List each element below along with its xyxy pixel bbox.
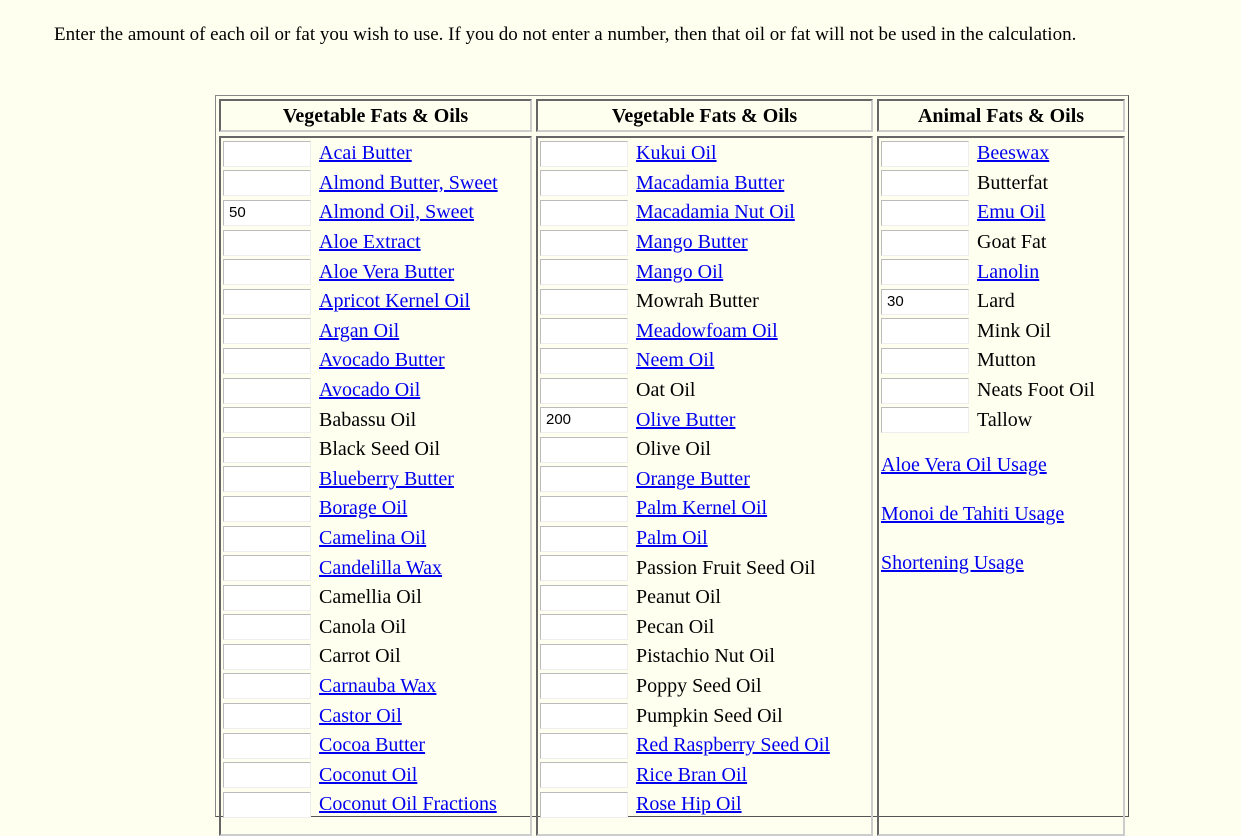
neem-oil-amount-input[interactable] <box>540 348 628 374</box>
palm-oil-link[interactable]: Palm Oil <box>636 527 708 550</box>
mango-oil-link[interactable]: Mango Oil <box>636 260 724 283</box>
shortening-usage-link[interactable]: Shortening Usage <box>881 551 1024 574</box>
avocado-oil-amount-input[interactable] <box>223 378 311 404</box>
babassu-oil-amount-input[interactable] <box>223 407 311 433</box>
oil-row-babassu-oil <box>221 405 530 435</box>
red-raspberry-seed-oil-link[interactable]: Red Raspberry Seed Oil <box>636 734 830 757</box>
oil-row-peanut-oil <box>538 583 871 613</box>
mink-oil-amount-input[interactable] <box>881 318 969 344</box>
mango-butter-amount-input[interactable] <box>540 230 628 256</box>
oil-row-beeswax <box>879 139 1123 169</box>
macadamia-butter-amount-input[interactable] <box>540 170 628 196</box>
black-seed-oil-amount-input[interactable] <box>223 437 311 463</box>
oil-row-olive-butter <box>538 405 871 435</box>
oils-table <box>215 95 1129 817</box>
kukui-oil-amount-input[interactable] <box>540 141 628 167</box>
apricot-kernel-oil-amount-input[interactable] <box>223 289 311 315</box>
blueberry-butter-amount-input[interactable] <box>223 466 311 492</box>
goat-fat-label: Goat Fat <box>977 231 1047 254</box>
acai-butter-link[interactable]: Acai Butter <box>319 142 412 165</box>
avocado-butter-link[interactable]: Avocado Butter <box>319 349 445 372</box>
oil-row-kukui-oil <box>538 139 871 169</box>
olive-oil-label: Olive Oil <box>636 438 711 461</box>
oil-row-borage-oil <box>221 494 530 524</box>
oil-row-palm-oil <box>538 524 871 554</box>
castor-oil-link[interactable]: Castor Oil <box>319 704 402 727</box>
meadowfoam-oil-link[interactable]: Meadowfoam Oil <box>636 319 778 342</box>
rose-hip-oil-amount-input[interactable] <box>540 792 628 818</box>
column-body <box>219 136 532 836</box>
mango-oil-amount-input[interactable] <box>540 259 628 285</box>
oil-row-emu-oil <box>879 198 1123 228</box>
poppy-seed-oil-label: Poppy Seed Oil <box>636 674 762 697</box>
oil-row-acai-butter <box>221 139 530 169</box>
castor-oil-amount-input[interactable] <box>223 703 311 729</box>
oil-row-macadamia-butter <box>538 169 871 199</box>
carnauba-wax-amount-input[interactable] <box>223 673 311 699</box>
tallow-label: Tallow <box>977 408 1033 431</box>
monoi-de-tahiti-usage-link[interactable]: Monoi de Tahiti Usage <box>881 502 1065 525</box>
column-header: Vegetable Fats & Oils <box>536 99 873 132</box>
oil-row-macadamia-nut-oil <box>538 198 871 228</box>
mutton-amount-input[interactable] <box>881 348 969 374</box>
passion-fruit-seed-oil-label: Passion Fruit Seed Oil <box>636 556 816 579</box>
oil-row-mango-oil <box>538 257 871 287</box>
oil-row-cocoa-butter <box>221 731 530 761</box>
oil-row-coconut-oil <box>221 760 530 790</box>
macadamia-butter-link[interactable]: Macadamia Butter <box>636 171 785 194</box>
oil-row-tallow <box>879 405 1123 435</box>
rose-hip-oil-link[interactable]: Rose Hip Oil <box>636 793 742 816</box>
oat-oil-label: Oat Oil <box>636 379 696 402</box>
coconut-oil-fractions-amount-input[interactable] <box>223 792 311 818</box>
oil-row-aloe-extract <box>221 228 530 258</box>
oil-row-lard <box>879 287 1123 317</box>
oil-row-mango-butter <box>538 228 871 258</box>
argan-oil-amount-input[interactable] <box>223 318 311 344</box>
aloe-extract-amount-input[interactable] <box>223 230 311 256</box>
pumpkin-seed-oil-amount-input[interactable] <box>540 703 628 729</box>
palm-kernel-oil-link[interactable]: Palm Kernel Oil <box>636 497 768 520</box>
candelilla-wax-link[interactable]: Candelilla Wax <box>319 556 442 579</box>
oil-row-camellia-oil <box>221 583 530 613</box>
oil-row-black-seed-oil <box>221 435 530 465</box>
peanut-oil-label: Peanut Oil <box>636 586 721 609</box>
beeswax-amount-input[interactable] <box>881 141 969 167</box>
oil-row-mutton <box>879 346 1123 376</box>
lanolin-link[interactable]: Lanolin <box>977 260 1040 283</box>
oil-row-rose-hip-oil <box>538 790 871 820</box>
almond-butter-sweet-amount-input[interactable] <box>223 170 311 196</box>
candelilla-wax-amount-input[interactable] <box>223 555 311 581</box>
macadamia-nut-oil-link[interactable]: Macadamia Nut Oil <box>636 201 795 224</box>
butterfat-label: Butterfat <box>977 171 1049 194</box>
aloe-vera-butter-amount-input[interactable] <box>223 259 311 285</box>
oil-row-apricot-kernel-oil <box>221 287 530 317</box>
oil-row-neats-foot-oil <box>879 376 1123 406</box>
column-body <box>877 136 1125 836</box>
oil-row-camelina-oil <box>221 524 530 554</box>
borage-oil-amount-input[interactable] <box>223 496 311 522</box>
coconut-oil-fractions-link[interactable]: Coconut Oil Fractions <box>319 793 497 816</box>
camelina-oil-amount-input[interactable] <box>223 526 311 552</box>
kukui-oil-link[interactable]: Kukui Oil <box>636 142 717 165</box>
oil-row-pecan-oil <box>538 613 871 643</box>
canola-oil-amount-input[interactable] <box>223 614 311 640</box>
almond-oil-sweet-link[interactable]: Almond Oil, Sweet <box>319 201 474 224</box>
meadowfoam-oil-amount-input[interactable] <box>540 318 628 344</box>
oil-row-olive-oil <box>538 435 871 465</box>
mango-butter-link[interactable]: Mango Butter <box>636 231 748 254</box>
animal-fats-column <box>877 99 1125 836</box>
oil-row-candelilla-wax <box>221 553 530 583</box>
oil-row-red-raspberry-seed-oil <box>538 731 871 761</box>
oil-row-almond-oil-sweet <box>221 198 530 228</box>
lanolin-amount-input[interactable] <box>881 259 969 285</box>
oil-row-coconut-oil-fractions <box>221 790 530 820</box>
cocoa-butter-link[interactable]: Cocoa Butter <box>319 734 426 757</box>
emu-oil-link[interactable]: Emu Oil <box>977 201 1046 224</box>
rice-bran-oil-link[interactable]: Rice Bran Oil <box>636 763 748 786</box>
column-header: Animal Fats & Oils <box>877 99 1125 132</box>
tallow-amount-input[interactable] <box>881 407 969 433</box>
acai-butter-amount-input[interactable] <box>223 141 311 167</box>
oil-row-avocado-oil <box>221 376 530 406</box>
argan-oil-link[interactable]: Argan Oil <box>319 319 400 342</box>
oil-row-castor-oil <box>221 701 530 731</box>
olive-butter-link[interactable]: Olive Butter <box>636 408 736 431</box>
lard-label: Lard <box>977 290 1015 313</box>
oil-row-avocado-butter <box>221 346 530 376</box>
oil-row-pumpkin-seed-oil <box>538 701 871 731</box>
blueberry-butter-link[interactable]: Blueberry Butter <box>319 467 454 490</box>
orange-butter-amount-input[interactable] <box>540 466 628 492</box>
olive-butter-amount-input[interactable]: 200 <box>540 407 628 433</box>
almond-butter-sweet-link[interactable]: Almond Butter, Sweet <box>319 171 498 194</box>
oil-row-canola-oil <box>221 613 530 643</box>
oil-row-oat-oil <box>538 376 871 406</box>
rice-bran-oil-amount-input[interactable] <box>540 762 628 788</box>
palm-kernel-oil-amount-input[interactable] <box>540 496 628 522</box>
orange-butter-link[interactable]: Orange Butter <box>636 467 750 490</box>
black-seed-oil-label: Black Seed Oil <box>319 438 441 461</box>
oil-row-passion-fruit-seed-oil <box>538 553 871 583</box>
aloe-vera-butter-link[interactable]: Aloe Vera Butter <box>319 260 455 283</box>
neem-oil-link[interactable]: Neem Oil <box>636 349 715 372</box>
oil-row-aloe-vera-butter <box>221 257 530 287</box>
neats-foot-oil-amount-input[interactable] <box>881 378 969 404</box>
camelina-oil-link[interactable]: Camelina Oil <box>319 527 427 550</box>
goat-fat-amount-input[interactable] <box>881 230 969 256</box>
vegetable-oils-column-1 <box>219 99 532 836</box>
poppy-seed-oil-amount-input[interactable] <box>540 673 628 699</box>
aloe-extract-link[interactable]: Aloe Extract <box>319 231 421 254</box>
babassu-oil-label: Babassu Oil <box>319 408 417 431</box>
oil-row-blueberry-butter <box>221 465 530 495</box>
pistachio-nut-oil-amount-input[interactable] <box>540 644 628 670</box>
oil-row-mink-oil <box>879 317 1123 347</box>
avocado-oil-link[interactable]: Avocado Oil <box>319 379 421 402</box>
canola-oil-label: Canola Oil <box>319 615 407 638</box>
pecan-oil-amount-input[interactable] <box>540 614 628 640</box>
mowrah-butter-label: Mowrah Butter <box>636 290 759 313</box>
oil-row-pistachio-nut-oil <box>538 642 871 672</box>
mutton-label: Mutton <box>977 349 1036 372</box>
coconut-oil-amount-input[interactable] <box>223 762 311 788</box>
instructions-text: Enter the amount of each oil or fat you wish to use. If you do not enter a number, then that oil or fat will not be used in the calculation. <box>54 24 1077 45</box>
oil-row-poppy-seed-oil <box>538 672 871 702</box>
oil-row-meadowfoam-oil <box>538 317 871 347</box>
oil-row-rice-bran-oil <box>538 760 871 790</box>
oil-row-neem-oil <box>538 346 871 376</box>
oil-row-almond-butter-sweet <box>221 169 530 199</box>
lard-amount-input[interactable]: 30 <box>881 289 969 315</box>
carnauba-wax-link[interactable]: Carnauba Wax <box>319 674 437 697</box>
neats-foot-oil-label: Neats Foot Oil <box>977 379 1095 402</box>
camellia-oil-amount-input[interactable] <box>223 585 311 611</box>
emu-oil-amount-input[interactable] <box>881 200 969 226</box>
pecan-oil-label: Pecan Oil <box>636 615 715 638</box>
olive-oil-amount-input[interactable] <box>540 437 628 463</box>
oat-oil-amount-input[interactable] <box>540 378 628 404</box>
butterfat-amount-input[interactable] <box>881 170 969 196</box>
aloe-vera-oil-usage-link[interactable]: Aloe Vera Oil Usage <box>881 453 1047 476</box>
apricot-kernel-oil-link[interactable]: Apricot Kernel Oil <box>319 290 471 313</box>
pistachio-nut-oil-label: Pistachio Nut Oil <box>636 645 775 668</box>
oil-row-butterfat <box>879 169 1123 199</box>
macadamia-nut-oil-amount-input[interactable] <box>540 200 628 226</box>
column-header: Vegetable Fats & Oils <box>219 99 532 132</box>
borage-oil-link[interactable]: Borage Oil <box>319 497 408 520</box>
vegetable-oils-column-2 <box>536 99 873 836</box>
red-raspberry-seed-oil-amount-input[interactable] <box>540 733 628 759</box>
coconut-oil-link[interactable]: Coconut Oil <box>319 763 418 786</box>
passion-fruit-seed-oil-amount-input[interactable] <box>540 555 628 581</box>
mink-oil-label: Mink Oil <box>977 319 1051 342</box>
cocoa-butter-amount-input[interactable] <box>223 733 311 759</box>
beeswax-link[interactable]: Beeswax <box>977 142 1050 165</box>
column-body <box>536 136 873 836</box>
pumpkin-seed-oil-label: Pumpkin Seed Oil <box>636 704 783 727</box>
oil-row-palm-kernel-oil <box>538 494 871 524</box>
oil-row-goat-fat <box>879 228 1123 258</box>
oil-row-lanolin <box>879 257 1123 287</box>
carrot-oil-amount-input[interactable] <box>223 644 311 670</box>
oil-row-mowrah-butter <box>538 287 871 317</box>
peanut-oil-amount-input[interactable] <box>540 585 628 611</box>
palm-oil-amount-input[interactable] <box>540 526 628 552</box>
oil-row-carrot-oil <box>221 642 530 672</box>
mowrah-butter-amount-input[interactable] <box>540 289 628 315</box>
oil-row-orange-butter <box>538 465 871 495</box>
oil-row-argan-oil <box>221 317 530 347</box>
avocado-butter-amount-input[interactable] <box>223 348 311 374</box>
oil-row-carnauba-wax <box>221 672 530 702</box>
carrot-oil-label: Carrot Oil <box>319 645 401 668</box>
almond-oil-sweet-amount-input[interactable]: 50 <box>223 200 311 226</box>
camellia-oil-label: Camellia Oil <box>319 586 422 609</box>
